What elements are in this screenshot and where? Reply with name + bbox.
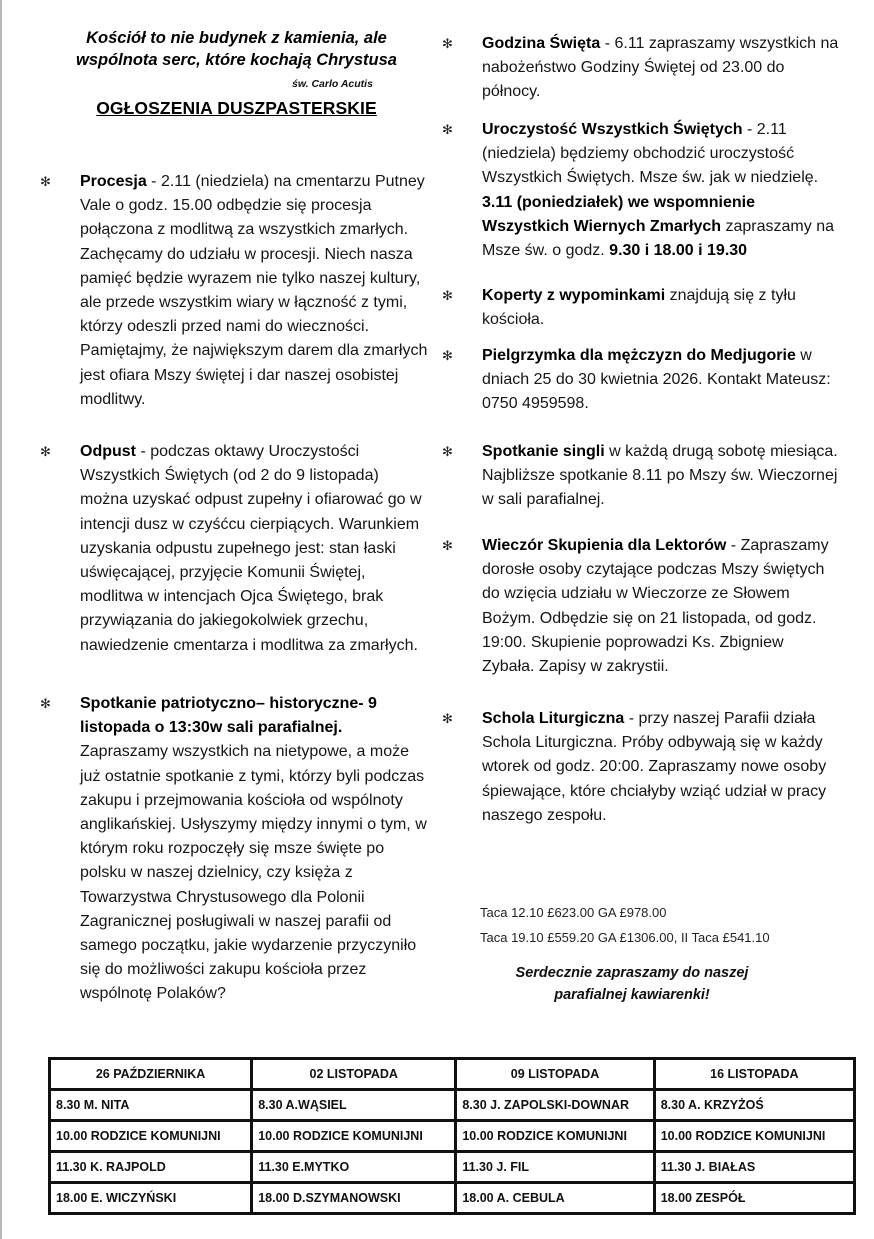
announcement-body: - 2.11 (niedziela) będziemy obchodzić uroczystość Wszystkich Świętych. Msze św. jak w niedzielę. (482, 121, 819, 187)
announcement-title: Pielgrzymka dla mężczyzn do Medjugorie (482, 347, 796, 364)
announcement-title: Odpust (80, 443, 136, 460)
announcement-procesja (40, 170, 430, 412)
asterisk-bullet-icon: ✻ (442, 348, 453, 363)
announcement-body-2: zapraszamy na Msze św. o godz. (482, 217, 834, 260)
asterisk-bullet-icon: ✻ (40, 174, 51, 189)
table-cell: 8.30 M. NITA (50, 1090, 252, 1121)
announcement-title: Uroczystość Wszystkich Świętych (482, 121, 743, 138)
invite-line-1: Serdecznie zapraszamy do naszej (515, 965, 749, 981)
announcement-title: Koperty z wypominkami (482, 287, 666, 304)
announcement-spotkanie-singli (442, 440, 840, 513)
column-header: 09 LISTOPADA (456, 1059, 654, 1090)
announcement-title: Procesja (80, 173, 147, 190)
announcement-bold-date: 3.11 (poniedziałek) we wspomnienie Wszystkich Wiernych Zmarłych (482, 193, 755, 235)
announcement-title: Spotkanie patriotyczno– historyczne- 9 listopada o 13:30w sali parafialnej. (80, 695, 377, 737)
table-row (50, 1121, 855, 1152)
table-cell: 10.00 RODZICE KOMUNIJNI (252, 1121, 456, 1152)
motto-line-2: wspólnota serc, które kochają Chrystusa (76, 51, 397, 69)
announcement-schola (442, 707, 840, 828)
announcement-spotkanie-patriotyczne (40, 692, 430, 1007)
table-cell: 10.00 RODZICE KOMUNIJNI (50, 1121, 252, 1152)
table-row (50, 1090, 855, 1121)
announcement-body: - 6.11 zapraszamy wszystkich na nabożeństwo Godziny Świętej od 23.00 do północy. (482, 35, 839, 101)
table-header-row (50, 1059, 855, 1090)
table-row (50, 1152, 855, 1183)
column-header: 26 PAŹDZIERNIKA (50, 1059, 252, 1090)
announcement-body: - przy naszej Parafii działa Schola Liturgiczna. Próby odbywają się w każdy wtorek od godz. 20:00. Zapraszamy nowe osoby śpiewające, które chciałyby wziąć udział w pracy naszego zespołu. (482, 710, 827, 824)
asterisk-bullet-icon: ✻ (442, 122, 453, 137)
table-cell: 18.00 D.SZYMANOWSKI (252, 1183, 456, 1214)
table-cell: 8.30 A. KRZYŻOŚ (654, 1090, 854, 1121)
collection-line-1: Taca 12.10 £623.00 GA £978.00 (480, 905, 667, 920)
table-row (50, 1183, 855, 1214)
announcement-body: Zapraszamy wszystkich na nietypowe, a może już ostatnie spotkanie z tymi, którzy byli podczas zakupu i przejmowania kościoła od wspólnoty anglikańskiej. Usłyszymy między innymi o tym, w którym roku rozpoczęły się msze święte po polsku w naszej dzielnicy, czy księża z Towarzystwa Chrystusowego dla Polonii Zagranicznej posługiwali w naszej parafii od samego początku, jakie wydarzenie przyczyniło się do możliwości zakupu kościoła przez wspólnotę Polaków? (80, 743, 427, 1003)
announcement-godzina-swieta (442, 32, 840, 105)
announcement-body: - podczas oktawy Uroczystości Wszystkich Świętych (od 2 do 9 listopada) można uzyskać odpust zupełny i ofiarować go w intencji dusz w czyśćcu cierpiących. Warunkiem uzyskania odpustu zupełnego jest: stan łaski uświęcającej, przyjęcie Komunii Świętej, modlitwa w intencjach Ojca Świętego, brak przywiązania do jakiegokolwiek grzechu, nawiedzenie cmentarza i modlitwa za zmarłych. (80, 443, 422, 654)
table-cell: 11.30 J. FIL (456, 1152, 654, 1183)
asterisk-bullet-icon: ✻ (442, 538, 453, 553)
column-header: 16 LISTOPADA (654, 1059, 854, 1090)
reader-schedule-table (48, 1057, 856, 1215)
table-cell: 11.30 J. BIAŁAS (654, 1152, 854, 1183)
invite-line-2: parafialnej kawiarenki! (554, 987, 710, 1003)
announcement-title: Godzina Święta (482, 35, 601, 52)
announcement-body: - Zapraszamy dorosłe osoby czytające podczas Mszy świętych do wzięcia udziału w Wieczorze ze Słowem Bożym. Odbędzie się on 21 listopada, od godz. 19:00. Skupienie poprowadzi Ks. Zbigniew Zybała. Zapisy w zakrystii. (482, 537, 829, 676)
asterisk-bullet-icon: ✻ (442, 288, 453, 303)
asterisk-bullet-icon: ✻ (40, 444, 51, 459)
table-cell: 11.30 K. RAJPOLD (50, 1152, 252, 1183)
asterisk-bullet-icon: ✻ (40, 696, 51, 711)
announcement-title: Schola Liturgiczna (482, 710, 625, 727)
announcement-body: w dniach 25 do 30 kwietnia 2026. Kontakt Mateusz: 0750 4959598. (482, 347, 831, 413)
asterisk-bullet-icon: ✻ (442, 36, 453, 51)
table-cell: 11.30 E.MYTKO (252, 1152, 456, 1183)
announcement-pielgrzymka (442, 344, 840, 417)
announcement-body: znajdują się z tyłu kościoła. (482, 287, 796, 329)
motto-author: św. Carlo Acutis (292, 78, 373, 90)
announcement-mass-times: 9.30 i 18.00 i 19.30 (609, 242, 748, 260)
table-cell: 10.00 RODZICE KOMUNIJNI (456, 1121, 654, 1152)
announcement-odpust (40, 440, 430, 658)
announcement-wszystkich-swietych (442, 118, 840, 263)
announcement-title: Wieczór Skupienia dla Lektorów (482, 537, 727, 554)
announcement-koperty (442, 284, 840, 332)
asterisk-bullet-icon: ✻ (442, 444, 453, 459)
column-header: 02 LISTOPADA (252, 1059, 456, 1090)
table-cell: 8.30 J. ZAPOLSKI-DOWNAR (456, 1090, 654, 1121)
collection-line-2: Taca 19.10 £559.20 GA £1306.00, II Taca £541.10 (480, 930, 770, 945)
motto-quote (44, 27, 429, 71)
announcement-title: Spotkanie singli (482, 443, 605, 460)
announcement-wieczor-skupienia (442, 534, 840, 679)
table-cell: 10.00 RODZICE KOMUNIJNI (654, 1121, 854, 1152)
asterisk-bullet-icon: ✻ (442, 711, 453, 726)
page-title: OGŁOSZENIA DUSZPASTERSKIE (96, 98, 377, 118)
table-cell: 18.00 ZESPÓŁ (654, 1183, 854, 1214)
table-cell: 8.30 A.WĄSIEL (252, 1090, 456, 1121)
announcement-body: - 2.11 (niedziela) na cmentarzu Putney Vale o godz. 15.00 odbędzie się procesja połączona z modlitwą za wszystkich zmarłych. Zachęcamy do udziału w procesji. Niech nasza pamięć będzie wyrazem nie tylko naszej kultury, ale przede wszystkim wiary w łączność z tymi, którzy odeszli przed nami do wieczności. Pamiętajmy, że największym darem dla zmarłych jest ofiara Mszy świętej i dar naszej osobistej modlitwy. (80, 173, 428, 408)
cafe-invitation (472, 962, 792, 1006)
motto-line-1: Kościół to nie budynek z kamienia, ale (86, 29, 387, 47)
announcement-body: w każdą drugą sobotę miesiąca. Najbliższe spotkanie 8.11 po Mszy św. Wieczornej w sali parafialnej. (482, 443, 838, 509)
table-cell: 18.00 E. WICZYŃSKI (50, 1183, 252, 1214)
table-cell: 18.00 A. CEBULA (456, 1183, 654, 1214)
